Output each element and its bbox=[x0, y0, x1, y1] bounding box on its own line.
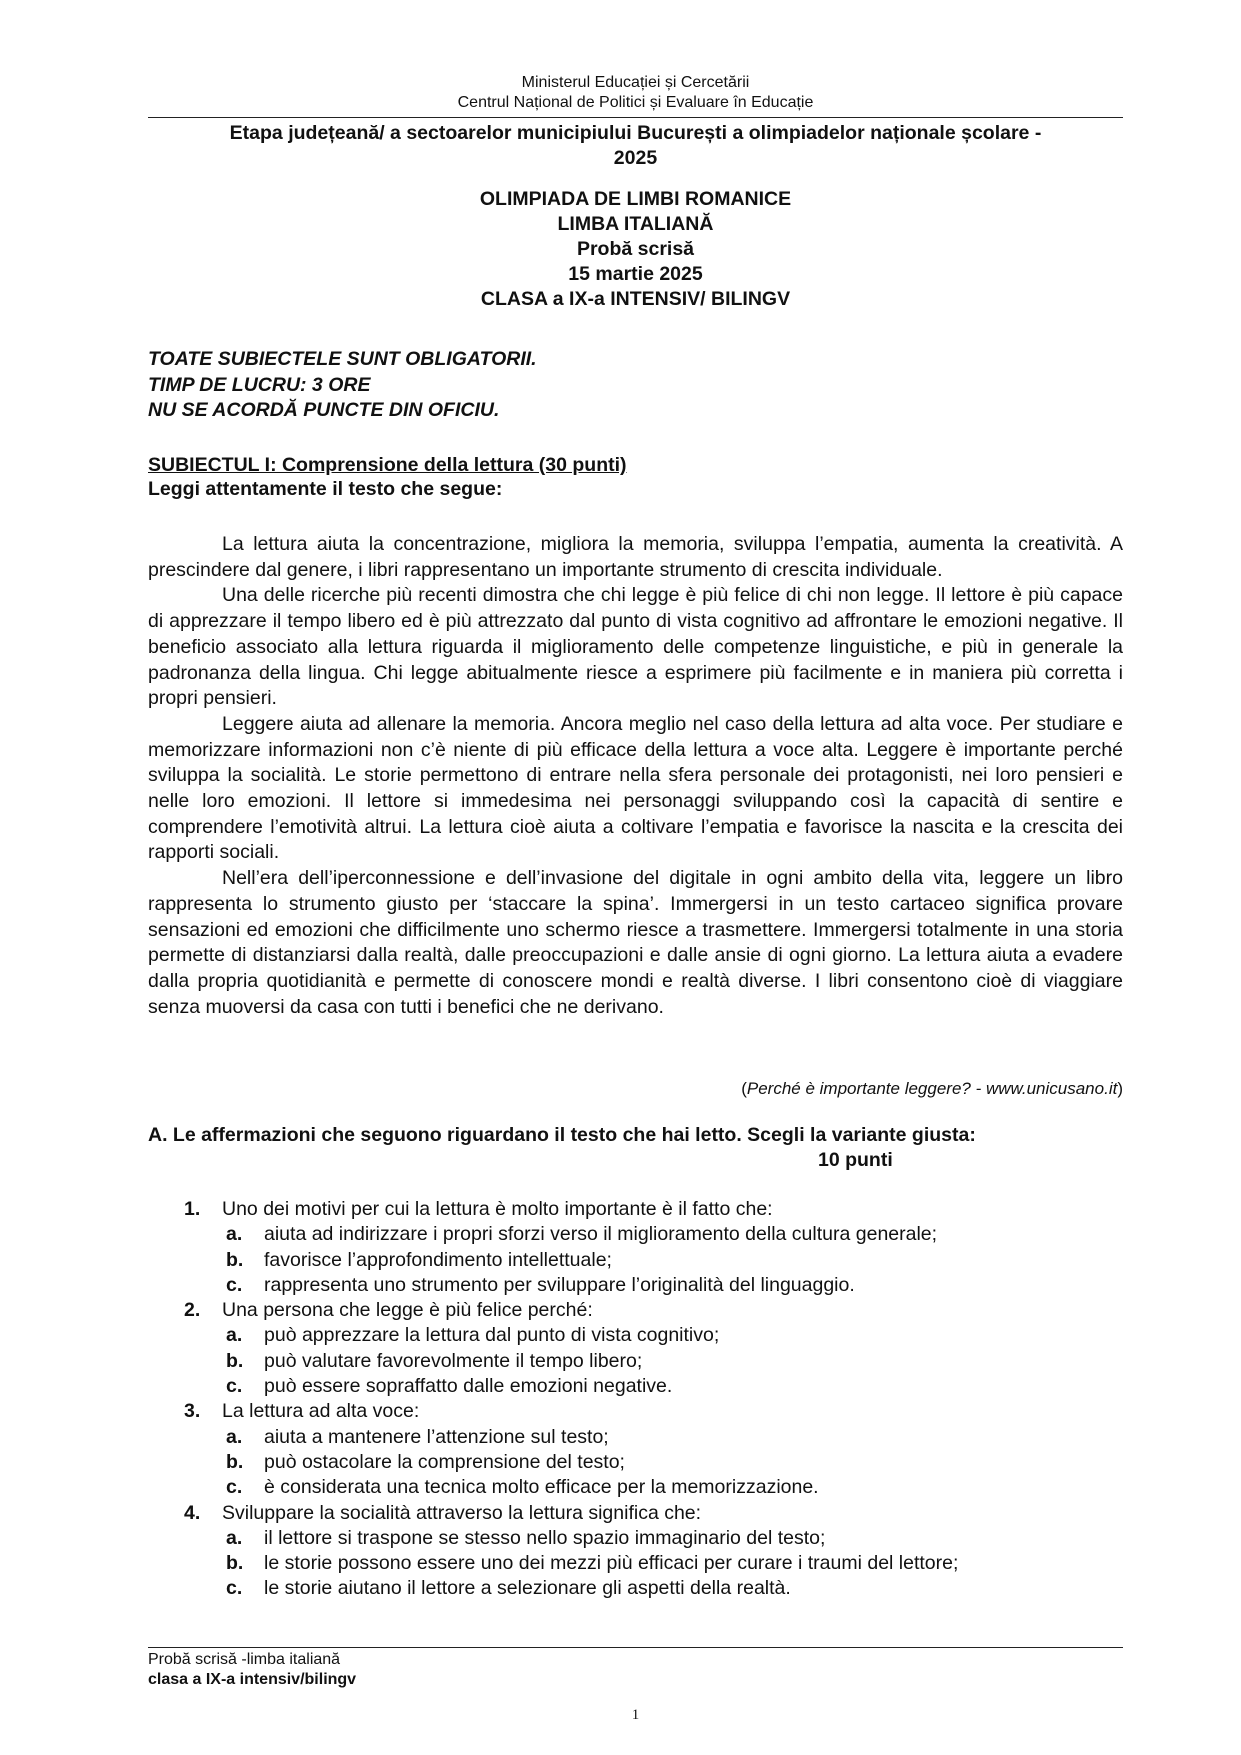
source-paren-close: ) bbox=[1117, 1079, 1123, 1098]
language-title: LIMBA ITALIANĂ bbox=[557, 213, 714, 235]
footer-divider bbox=[148, 1647, 1123, 1648]
answer-option bbox=[148, 1248, 1123, 1273]
answer-option bbox=[148, 1576, 1123, 1601]
answer-option bbox=[148, 1450, 1123, 1475]
option-letter: c. bbox=[226, 1577, 243, 1600]
question-text: Sviluppare la socialità attraverso la lettura significa che: bbox=[222, 1501, 702, 1524]
section-a-heading bbox=[148, 1123, 1123, 1171]
footer-exam: Probă scrisă -limba italiană bbox=[148, 1651, 341, 1668]
subject-heading bbox=[148, 453, 627, 501]
question-text: Una persona che legge è più felice perché: bbox=[222, 1299, 593, 1322]
option-text: il lettore si traspone se stesso nello spazio immaginario del testo; bbox=[264, 1526, 826, 1549]
answer-option bbox=[148, 1425, 1123, 1450]
answer-option bbox=[148, 1551, 1123, 1576]
question-item bbox=[148, 1501, 1123, 1526]
option-text: rappresenta uno strumento per sviluppare l’originalità del linguaggio. bbox=[264, 1273, 855, 1296]
question-text: Uno dei motivi per cui la lettura è molto importante è il fatto che: bbox=[222, 1198, 773, 1220]
question-number: 2. bbox=[184, 1299, 201, 1322]
olympiad-title: OLIMPIADA DE LIMBI ROMANICE bbox=[479, 188, 792, 210]
exam-title-block bbox=[148, 187, 1123, 312]
question-item bbox=[148, 1298, 1123, 1323]
section-a-points: 10 punti bbox=[818, 1149, 893, 1171]
section-a-title: A. Le affermazioni che seguono riguardano il testo che hai letto. Scegli la variante giusta: bbox=[148, 1124, 976, 1146]
question-number: 3. bbox=[184, 1400, 201, 1423]
footer-class: clasa a IX-a intensiv/bilingv bbox=[148, 1671, 357, 1688]
answer-option bbox=[148, 1273, 1123, 1298]
option-text: può ostacolare la comprensione del testo; bbox=[264, 1450, 625, 1473]
text-paragraph-3: Leggere aiuta ad allenare la memoria. Ancora meglio nel caso della lettura ad alta voce. Per studiare e memorizzare informazioni non c’è niente di più efficace della lettura a voce alta. Leggere è importante perché sviluppa la socialità. Le storie permettono di entrare nella sfera personale dei protagonisti, nei loro pensieri e nelle loro emozioni. Il lettore si immedesima nei personaggi sviluppando così la capacità di sentire e comprendere l’emotività altrui. La lettura cioè aiuta a coltivare l’empatia e favorisce la nascita e la crescita dei rapporti sociali. bbox=[148, 712, 1123, 864]
answer-option bbox=[148, 1323, 1123, 1348]
option-letter: c. bbox=[226, 1273, 243, 1296]
question-number: 4. bbox=[184, 1501, 201, 1524]
option-text: aiuta a mantenere l’attenzione sul testo; bbox=[264, 1425, 609, 1448]
stage-line-2: 2025 bbox=[613, 147, 658, 169]
exam-class: CLASA a IX-a INTENSIV/ BILINGV bbox=[480, 288, 791, 310]
reading-text bbox=[148, 532, 1123, 1020]
source-paren-open: ( bbox=[741, 1079, 747, 1098]
answer-option bbox=[148, 1475, 1123, 1500]
page-number: 1 bbox=[631, 1707, 640, 1723]
stage-line-1: Etapa județeană/ a sectoarelor municipiului București a olimpiadelor naționale școlare - bbox=[229, 122, 1042, 144]
answer-option bbox=[148, 1349, 1123, 1374]
question-text: La lettura ad alta voce: bbox=[222, 1400, 420, 1423]
option-letter: b. bbox=[226, 1450, 244, 1473]
option-letter: c. bbox=[226, 1476, 243, 1499]
answer-option bbox=[148, 1374, 1123, 1399]
option-letter: b. bbox=[226, 1248, 244, 1271]
option-text: può essere sopraffatto dalle emozioni negative. bbox=[264, 1375, 673, 1398]
option-letter: a. bbox=[226, 1526, 243, 1549]
rule-time: TIMP DE LUCRU: 3 ORE bbox=[148, 373, 371, 396]
exam-type: Probă scrisă bbox=[576, 238, 695, 260]
option-text: è considerata una tecnica molto efficace per la memorizzazione. bbox=[264, 1476, 819, 1499]
option-letter: a. bbox=[226, 1324, 243, 1347]
text-paragraph-2: Una delle ricerche più recenti dimostra che chi legge è più felice di chi non legge. Il lettore è più capace di apprezzare il tempo libero ed è più attrezzato dal punto di vista cognitivo ad affrontare le emozioni negative. Il beneficio associato alla lettura riguarda il miglioramento delle competenze linguistiche, e più in generale la padronanza della lingua. Chi legge abitualmente riesce a esprimere più facilmente e in maniera più corretta i propri pensieri. bbox=[148, 584, 1123, 710]
question-number: 1. bbox=[184, 1198, 201, 1220]
option-text: aiuta ad indirizzare i propri sforzi verso il miglioramento della cultura generale; bbox=[264, 1223, 938, 1246]
exam-rules bbox=[148, 347, 537, 424]
document-page bbox=[148, 0, 1123, 1755]
rule-points: NU SE ACORDĂ PUNCTE DIN OFICIU. bbox=[148, 399, 500, 421]
option-letter: c. bbox=[226, 1375, 243, 1398]
page-footer bbox=[148, 1650, 356, 1690]
ministry-name: Ministerul Educației și Cercetării bbox=[521, 74, 750, 91]
subject-instruction: Leggi attentamente il testo che segue: bbox=[148, 478, 503, 500]
option-text: favorisce l’approfondimento intellettuale; bbox=[264, 1248, 612, 1271]
question-item bbox=[148, 1399, 1123, 1424]
source-citation: Perché è importante leggere? - www.unicusano.it bbox=[746, 1079, 1118, 1098]
option-text: può apprezzare la lettura dal punto di vista cognitivo; bbox=[264, 1324, 720, 1347]
rule-mandatory: TOATE SUBIECTELE SUNT OBLIGATORII. bbox=[148, 348, 537, 370]
text-source bbox=[741, 1078, 1123, 1100]
subject-title: SUBIECTUL I: Comprensione della lettura (30 punti) bbox=[148, 454, 627, 476]
text-paragraph-1: La lettura aiuta la concentrazione, migliora la memoria, sviluppa l’empatia, aumenta la creatività. A prescindere dal genere, i libri rappresentano un importante strumento di crescita individuale. bbox=[148, 533, 1123, 581]
center-name: Centrul Național de Politici și Evaluare în Educație bbox=[457, 94, 814, 111]
page-header bbox=[148, 73, 1123, 113]
option-text: può valutare favorevolmente il tempo libero; bbox=[264, 1349, 643, 1372]
answer-option bbox=[148, 1222, 1123, 1247]
text-paragraph-4: Nell’era dell’iperconnessione e dell’invasione del digitale in ogni ambito della vita, leggere un libro rappresenta lo strumento giusto per ‘staccare la spina’. Immergersi in un testo cartaceo significa provare sensazioni ed emozioni che difficilmente uno schermo riesce a trasmettere. Immergersi totalmente in una storia permette di distanziarsi dalla realtà, dalle preoccupazioni e dalle ansie di ogni giorno. La lettura aiuta a evadere dalla propria quotidianità e permette di conoscere mondi e realtà diverse. I libri consentono cioè di viaggiare senza muoversi da casa con tutti i benefici che ne derivano. bbox=[148, 867, 1123, 1018]
option-letter: a. bbox=[226, 1425, 243, 1448]
header-divider bbox=[148, 117, 1123, 118]
option-letter: b. bbox=[226, 1349, 244, 1372]
option-text: le storie aiutano il lettore a selezionare gli aspetti della realtà. bbox=[264, 1577, 791, 1600]
question-list bbox=[148, 1197, 1123, 1602]
question-item bbox=[148, 1197, 1123, 1222]
answer-option bbox=[148, 1526, 1123, 1551]
exam-date: 15 martie 2025 bbox=[568, 263, 703, 285]
option-text: le storie possono essere uno dei mezzi più efficaci per curare i traumi del lettore; bbox=[264, 1552, 959, 1575]
option-letter: a. bbox=[226, 1223, 243, 1246]
competition-stage bbox=[148, 121, 1123, 171]
option-letter: b. bbox=[226, 1552, 244, 1575]
